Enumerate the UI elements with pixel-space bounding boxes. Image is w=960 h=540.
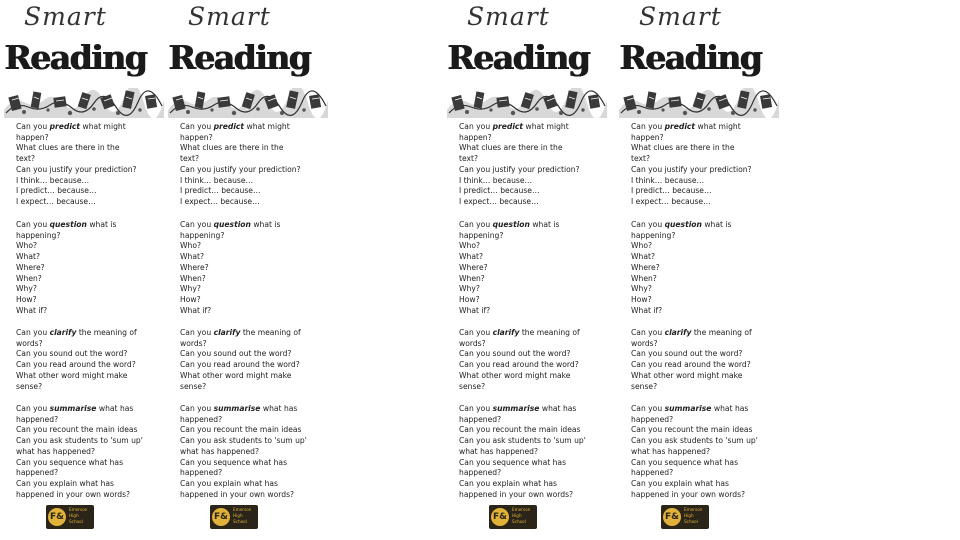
decorative-book-banner xyxy=(4,88,164,118)
predict-keyword: predict xyxy=(213,122,245,131)
predict-line: happen? xyxy=(459,132,492,142)
question-line: When? xyxy=(459,273,485,283)
question-line: Where? xyxy=(459,262,488,272)
school-logo xyxy=(489,505,537,529)
predict-line: I think… because… xyxy=(16,175,90,185)
question-keyword: question xyxy=(213,220,251,229)
predict-line: I think… because… xyxy=(631,175,705,185)
summarise-line: Can you recount the main ideas xyxy=(631,425,753,435)
school-logo-word: Emerson xyxy=(233,507,252,512)
predict-line: What clues are there in the xyxy=(180,143,284,153)
school-logo-word: School xyxy=(233,519,247,524)
predict-line: text? xyxy=(180,154,200,164)
reading-title: Reading xyxy=(447,38,589,77)
bookmark-header xyxy=(445,0,605,120)
clarify-keyword: clarify xyxy=(49,328,77,337)
clarify-keyword: clarify xyxy=(213,328,241,337)
clarify-line xyxy=(16,328,160,339)
school-logo-word: High xyxy=(233,513,243,518)
clarify-section xyxy=(459,328,603,392)
question-line: happening? xyxy=(180,230,225,240)
question-suffix: what is xyxy=(250,220,281,229)
summarise-line: happened? xyxy=(459,468,502,478)
question-line: Why? xyxy=(631,284,652,294)
reading-title: Reading xyxy=(619,38,761,77)
predict-line: Can you justify your prediction? xyxy=(180,164,301,174)
question-section xyxy=(180,220,324,316)
question-prefix: Can you xyxy=(459,220,493,229)
predict-line: I expect… because… xyxy=(16,196,96,206)
predict-line: text? xyxy=(459,154,479,164)
question-line: happening? xyxy=(631,230,676,240)
question-line: What if? xyxy=(631,305,663,315)
school-logo-word: High xyxy=(684,513,694,518)
summarise-line: Can you ask students to 'sum up' xyxy=(631,436,758,446)
question-section xyxy=(459,220,603,316)
school-logo-mark: F& xyxy=(48,508,66,526)
predict-line: Can you justify your prediction? xyxy=(459,164,580,174)
predict-line xyxy=(16,122,160,133)
summarise-line: happened? xyxy=(459,414,502,424)
question-line: Where? xyxy=(16,262,45,272)
clarify-section xyxy=(180,328,324,392)
predict-line: I expect… because… xyxy=(459,196,539,206)
school-logo-word: Emerson xyxy=(684,507,703,512)
clarify-line: Can you read around the word? xyxy=(16,360,136,370)
predict-line xyxy=(180,122,324,133)
predict-line: happen? xyxy=(631,132,664,142)
clarify-prefix: Can you xyxy=(16,328,50,337)
bookmark xyxy=(166,0,326,540)
school-logo-mark: F& xyxy=(663,508,681,526)
summarise-suffix: what has xyxy=(711,404,749,413)
question-line: What if? xyxy=(459,305,491,315)
school-logo xyxy=(210,505,258,529)
clarify-line: Can you sound out the word? xyxy=(180,349,292,359)
question-line: How? xyxy=(16,294,37,304)
clarify-section xyxy=(631,328,775,392)
summarise-suffix: what has xyxy=(539,404,577,413)
clarify-suffix: the meaning of xyxy=(691,328,752,337)
summarise-keyword: summarise xyxy=(492,404,540,413)
summarise-prefix: Can you xyxy=(459,404,493,413)
clarify-line: Can you read around the word? xyxy=(459,360,579,370)
clarify-prefix: Can you xyxy=(459,328,493,337)
school-logo-word: School xyxy=(684,519,698,524)
predict-line: What clues are there in the xyxy=(459,143,563,153)
summarise-line xyxy=(631,404,775,415)
predict-suffix: what might xyxy=(80,122,126,131)
clarify-line: sense? xyxy=(180,381,207,391)
summarise-line: Can you sequence what has xyxy=(631,457,739,467)
summarise-prefix: Can you xyxy=(180,404,214,413)
predict-line: happen? xyxy=(16,132,49,142)
question-line: What if? xyxy=(180,305,212,315)
question-suffix: what is xyxy=(701,220,732,229)
question-suffix: what is xyxy=(529,220,560,229)
question-line: Where? xyxy=(631,262,660,272)
predict-section xyxy=(180,122,324,208)
summarise-line xyxy=(16,404,160,415)
question-keyword: question xyxy=(49,220,87,229)
predict-section xyxy=(16,122,160,208)
school-logo-text xyxy=(512,507,536,525)
question-line: Where? xyxy=(180,262,209,272)
school-logo-text xyxy=(684,507,708,525)
summarise-section xyxy=(459,404,603,500)
predict-suffix: what might xyxy=(244,122,290,131)
bookmark xyxy=(617,0,777,540)
predict-prefix: Can you xyxy=(459,122,493,131)
clarify-line: What other word might make xyxy=(459,370,571,380)
question-line: When? xyxy=(180,273,206,283)
predict-line xyxy=(631,122,775,133)
clarify-prefix: Can you xyxy=(180,328,214,337)
summarise-line: happened? xyxy=(180,468,223,478)
clarify-line: Can you sound out the word? xyxy=(459,349,571,359)
school-logo-word: High xyxy=(69,513,79,518)
summarise-suffix: what has xyxy=(96,404,134,413)
bookmark-header xyxy=(2,0,162,120)
question-section xyxy=(631,220,775,316)
summarise-line: what has happened? xyxy=(16,446,96,456)
question-line: What? xyxy=(16,252,40,262)
predict-line: I predict… because… xyxy=(180,186,261,196)
predict-line: What clues are there in the xyxy=(631,143,735,153)
question-line: Who? xyxy=(459,241,480,251)
predict-line xyxy=(459,122,603,133)
question-keyword: question xyxy=(664,220,702,229)
predict-keyword: predict xyxy=(664,122,696,131)
question-line: Why? xyxy=(459,284,480,294)
question-line: When? xyxy=(631,273,657,283)
school-logo-word: School xyxy=(512,519,526,524)
school-logo-text xyxy=(233,507,257,525)
summarise-line: happened in your own words? xyxy=(459,489,574,499)
predict-keyword: predict xyxy=(492,122,524,131)
bookmark-header xyxy=(617,0,777,120)
predict-line: I expect… because… xyxy=(180,196,260,206)
predict-line: I predict… because… xyxy=(631,186,712,196)
smart-title: Smart xyxy=(188,2,271,31)
predict-line: I predict… because… xyxy=(16,186,97,196)
summarise-prefix: Can you xyxy=(16,404,50,413)
summarise-keyword: summarise xyxy=(49,404,97,413)
summarise-keyword: summarise xyxy=(213,404,261,413)
predict-line: I predict… because… xyxy=(459,186,540,196)
clarify-line: Can you sound out the word? xyxy=(631,349,743,359)
predict-suffix: what might xyxy=(695,122,741,131)
school-logo-text xyxy=(69,507,93,525)
summarise-line: Can you ask students to 'sum up' xyxy=(459,436,586,446)
question-line: When? xyxy=(16,273,42,283)
question-line: How? xyxy=(180,294,201,304)
summarise-line: Can you explain what has xyxy=(180,478,278,488)
summarise-section xyxy=(631,404,775,500)
question-line: Who? xyxy=(16,241,37,251)
predict-line: What clues are there in the xyxy=(16,143,120,153)
question-line xyxy=(631,220,775,231)
clarify-keyword: clarify xyxy=(664,328,692,337)
clarify-prefix: Can you xyxy=(631,328,665,337)
predict-line: Can you justify your prediction? xyxy=(631,164,752,174)
clarify-line: Can you read around the word? xyxy=(631,360,751,370)
school-logo xyxy=(661,505,709,529)
summarise-section xyxy=(180,404,324,500)
question-prefix: Can you xyxy=(180,220,214,229)
clarify-keyword: clarify xyxy=(492,328,520,337)
question-suffix: what is xyxy=(86,220,117,229)
summarise-line: Can you recount the main ideas xyxy=(459,425,581,435)
predict-section xyxy=(459,122,603,208)
clarify-line: sense? xyxy=(631,381,658,391)
summarise-line: Can you explain what has xyxy=(459,478,557,488)
summarise-line: happened? xyxy=(631,414,674,424)
summarise-prefix: Can you xyxy=(631,404,665,413)
clarify-line: What other word might make xyxy=(180,370,292,380)
question-line: How? xyxy=(631,294,652,304)
question-line: What? xyxy=(459,252,483,262)
clarify-line: words? xyxy=(180,338,207,348)
predict-prefix: Can you xyxy=(180,122,214,131)
summarise-line: Can you explain what has xyxy=(631,478,729,488)
school-logo xyxy=(46,505,94,529)
summarise-line: Can you sequence what has xyxy=(16,457,124,467)
clarify-line: sense? xyxy=(16,381,43,391)
predict-line: I think… because… xyxy=(459,175,533,185)
clarify-line xyxy=(459,328,603,339)
summarise-line: happened in your own words? xyxy=(631,489,746,499)
question-line: Who? xyxy=(631,241,652,251)
clarify-line: What other word might make xyxy=(631,370,743,380)
clarify-line: words? xyxy=(16,338,43,348)
clarify-line: Can you read around the word? xyxy=(180,360,300,370)
question-line: What if? xyxy=(16,305,48,315)
bookmark-header xyxy=(166,0,326,120)
question-section xyxy=(16,220,160,316)
question-line: How? xyxy=(459,294,480,304)
summarise-line: Can you recount the main ideas xyxy=(16,425,138,435)
clarify-line: Can you sound out the word? xyxy=(16,349,128,359)
question-line: Why? xyxy=(16,284,37,294)
summarise-line: Can you explain what has xyxy=(16,478,114,488)
summarise-line: Can you ask students to 'sum up' xyxy=(16,436,143,446)
predict-prefix: Can you xyxy=(631,122,665,131)
summarise-line: happened in your own words? xyxy=(180,489,295,499)
smart-title: Smart xyxy=(467,2,550,31)
predict-line: text? xyxy=(16,154,36,164)
summarise-line: happened? xyxy=(631,468,674,478)
summarise-line: Can you recount the main ideas xyxy=(180,425,302,435)
clarify-suffix: the meaning of xyxy=(519,328,580,337)
summarise-keyword: summarise xyxy=(664,404,712,413)
clarify-line: sense? xyxy=(459,381,486,391)
summarise-line: Can you sequence what has xyxy=(180,457,288,467)
clarify-line: words? xyxy=(631,338,658,348)
question-line xyxy=(16,220,160,231)
question-keyword: question xyxy=(492,220,530,229)
decorative-book-banner xyxy=(447,88,607,118)
bookmark xyxy=(445,0,605,540)
predict-line: text? xyxy=(631,154,651,164)
school-logo-word: Emerson xyxy=(69,507,88,512)
summarise-line: Can you ask students to 'sum up' xyxy=(180,436,307,446)
question-line xyxy=(459,220,603,231)
summarise-line: happened? xyxy=(180,414,223,424)
school-logo-word: School xyxy=(69,519,83,524)
summarise-line: what has happened? xyxy=(459,446,539,456)
summarise-line: Can you sequence what has xyxy=(459,457,567,467)
summarise-suffix: what has xyxy=(260,404,298,413)
school-logo-word: High xyxy=(512,513,522,518)
clarify-line: words? xyxy=(459,338,486,348)
summarise-section xyxy=(16,404,160,500)
summarise-line xyxy=(459,404,603,415)
question-line: What? xyxy=(631,252,655,262)
question-prefix: Can you xyxy=(16,220,50,229)
clarify-line: What other word might make xyxy=(16,370,128,380)
school-logo-word: Emerson xyxy=(512,507,531,512)
reading-title: Reading xyxy=(168,38,310,77)
summarise-line: what has happened? xyxy=(631,446,711,456)
question-line: What? xyxy=(180,252,204,262)
summarise-line: happened in your own words? xyxy=(16,489,131,499)
decorative-book-banner xyxy=(168,88,328,118)
school-logo-mark: F& xyxy=(491,508,509,526)
predict-line: I think… because… xyxy=(180,175,254,185)
predict-section xyxy=(631,122,775,208)
decorative-book-banner xyxy=(619,88,779,118)
predict-suffix: what might xyxy=(523,122,569,131)
question-line: happening? xyxy=(16,230,61,240)
question-line: happening? xyxy=(459,230,504,240)
clarify-suffix: the meaning of xyxy=(76,328,137,337)
smart-title: Smart xyxy=(639,2,722,31)
summarise-line: what has happened? xyxy=(180,446,260,456)
predict-prefix: Can you xyxy=(16,122,50,131)
bookmark xyxy=(2,0,162,540)
summarise-line xyxy=(180,404,324,415)
clarify-section xyxy=(16,328,160,392)
predict-line: happen? xyxy=(180,132,213,142)
school-logo-mark: F& xyxy=(212,508,230,526)
predict-line: I expect… because… xyxy=(631,196,711,206)
question-prefix: Can you xyxy=(631,220,665,229)
question-line: Who? xyxy=(180,241,201,251)
predict-line: Can you justify your prediction? xyxy=(16,164,137,174)
clarify-suffix: the meaning of xyxy=(240,328,301,337)
clarify-line xyxy=(631,328,775,339)
summarise-line: happened? xyxy=(16,414,59,424)
predict-keyword: predict xyxy=(49,122,81,131)
clarify-line xyxy=(180,328,324,339)
question-line xyxy=(180,220,324,231)
question-line: Why? xyxy=(180,284,201,294)
smart-title: Smart xyxy=(24,2,107,31)
reading-title: Reading xyxy=(4,38,146,77)
summarise-line: happened? xyxy=(16,468,59,478)
